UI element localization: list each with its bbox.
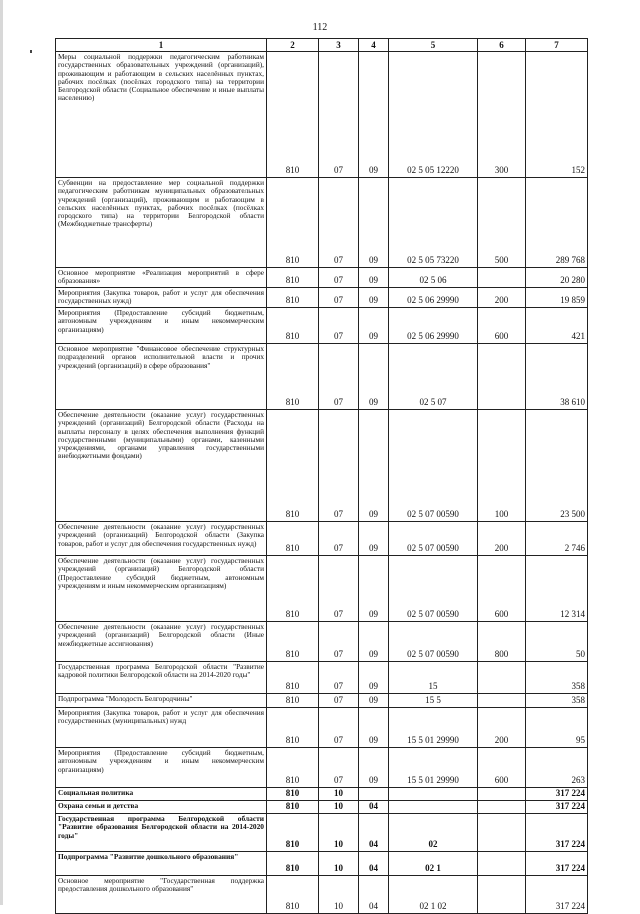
row-name-cell: Мероприятия (Закупка товаров, работ и услуг для обеспечения государственных нужд) <box>56 288 267 308</box>
row-cell-col3: 07 <box>319 308 359 344</box>
row-cell-col3: 07 <box>319 556 359 622</box>
page-number: 112 <box>312 22 328 33</box>
table-row <box>56 556 588 622</box>
row-cell-col4: 09 <box>359 622 389 662</box>
row-cell-col6: 800 <box>478 622 526 662</box>
row-cell-col2: 810 <box>267 708 319 748</box>
row-cell-col6 <box>478 268 526 288</box>
table-row <box>56 178 588 268</box>
row-cell-col4: 04 <box>359 876 389 914</box>
row-cell-col7: 2 746 <box>526 522 588 556</box>
col-header-3: 3 <box>319 39 359 52</box>
row-cell-col3: 07 <box>319 344 359 410</box>
row-cell-col6: 200 <box>478 708 526 748</box>
row-cell-col3: 07 <box>319 288 359 308</box>
row-cell-col2: 810 <box>267 556 319 622</box>
row-cell-col5: 02 1 <box>389 852 478 876</box>
row-cell-col3: 10 <box>319 801 359 814</box>
row-cell-col5: 15 <box>389 662 478 694</box>
table-row <box>56 522 588 556</box>
row-cell-col6 <box>478 662 526 694</box>
row-cell-col4: 09 <box>359 662 389 694</box>
row-cell-col2: 810 <box>267 308 319 344</box>
row-cell-col2: 810 <box>267 876 319 914</box>
row-cell-col4: 09 <box>359 344 389 410</box>
row-cell-col4: 09 <box>359 52 389 178</box>
row-cell-col3: 07 <box>319 268 359 288</box>
row-cell-col6: 600 <box>478 556 526 622</box>
row-cell-col4 <box>359 788 389 801</box>
row-cell-col6 <box>478 814 526 852</box>
row-cell-col3: 07 <box>319 662 359 694</box>
col-header-1: 1 <box>56 39 267 52</box>
row-name-cell: Охрана семьи и детства <box>56 801 267 814</box>
col-header-5: 5 <box>389 39 478 52</box>
row-cell-col4: 09 <box>359 556 389 622</box>
row-cell-col7: 23 500 <box>526 410 588 522</box>
row-cell-col6: 200 <box>478 288 526 308</box>
row-cell-col5: 02 <box>389 814 478 852</box>
row-name-cell: Государственная программа Белгородской области "Развитие образования Белгородской области на 2014-2020 годы" <box>56 814 267 852</box>
row-cell-col7: 317 224 <box>526 814 588 852</box>
row-cell-col6 <box>478 788 526 801</box>
row-cell-col2: 810 <box>267 268 319 288</box>
row-cell-col3: 07 <box>319 694 359 708</box>
row-cell-col6 <box>478 801 526 814</box>
table-row <box>56 308 588 344</box>
row-name-cell: Социальная политика <box>56 788 267 801</box>
row-cell-col5: 02 5 07 00590 <box>389 410 478 522</box>
row-cell-col3: 07 <box>319 622 359 662</box>
table-row <box>56 344 588 410</box>
row-name-cell: Обеспечение деятельности (оказание услуг) государственных учреждений (организаций) Белгородской области (Закупка товаров, работ и услуг для обеспечения государственных нужд) <box>56 522 267 556</box>
table-row <box>56 788 588 801</box>
row-name-cell: Обеспечение деятельности (оказание услуг) государственных учреждений (организаций) Белгородской области (Иные межбюджетные ассигнования) <box>56 622 267 662</box>
row-cell-col4: 09 <box>359 178 389 268</box>
budget-table <box>55 38 588 914</box>
table-row <box>56 801 588 814</box>
table-row <box>56 814 588 852</box>
row-cell-col5: 15 5 01 29990 <box>389 708 478 748</box>
row-cell-col7: 50 <box>526 622 588 662</box>
row-cell-col3: 10 <box>319 814 359 852</box>
row-cell-col2: 810 <box>267 801 319 814</box>
row-cell-col3: 07 <box>319 522 359 556</box>
table-row <box>56 268 588 288</box>
row-cell-col2: 810 <box>267 662 319 694</box>
row-cell-col3: 10 <box>319 788 359 801</box>
row-cell-col2: 810 <box>267 178 319 268</box>
binding-edge <box>0 0 3 905</box>
row-cell-col2: 810 <box>267 522 319 556</box>
row-cell-col3: 07 <box>319 178 359 268</box>
table-row <box>56 708 588 748</box>
row-name-cell: Основное мероприятие "Государственная поддержка предоставления дошкольного образования" <box>56 876 267 914</box>
table-row <box>56 748 588 788</box>
row-cell-col5: 02 5 05 12220 <box>389 52 478 178</box>
row-cell-col6: 100 <box>478 410 526 522</box>
table-row <box>56 52 588 178</box>
row-cell-col2: 810 <box>267 288 319 308</box>
col-header-2: 2 <box>267 39 319 52</box>
row-cell-col6: 200 <box>478 522 526 556</box>
row-cell-col4: 09 <box>359 694 389 708</box>
row-cell-col5: 02 5 06 29990 <box>389 308 478 344</box>
row-cell-col4: 09 <box>359 522 389 556</box>
row-cell-col7: 20 280 <box>526 268 588 288</box>
row-cell-col7: 263 <box>526 748 588 788</box>
row-cell-col5: 02 5 06 <box>389 268 478 288</box>
row-cell-col4: 04 <box>359 801 389 814</box>
row-cell-col6: 600 <box>478 748 526 788</box>
margin-mark <box>30 50 32 53</box>
row-cell-col7: 421 <box>526 308 588 344</box>
col-header-7: 7 <box>526 39 588 52</box>
table-row <box>56 410 588 522</box>
row-name-cell: Подпрограмма "Молодость Белгородчины" <box>56 694 267 708</box>
row-cell-col5: 02 5 05 73220 <box>389 178 478 268</box>
row-cell-col7: 317 224 <box>526 801 588 814</box>
row-cell-col6 <box>478 694 526 708</box>
row-cell-col7: 317 224 <box>526 852 588 876</box>
row-cell-col7: 19 859 <box>526 288 588 308</box>
row-cell-col2: 810 <box>267 694 319 708</box>
row-name-cell: Мероприятия (Закупка товаров, работ и услуг для обеспечения государственных (муниципальных) нужд <box>56 708 267 748</box>
row-name-cell: Основное мероприятие «Реализация мероприятий в сфере образования» <box>56 268 267 288</box>
row-cell-col7: 358 <box>526 662 588 694</box>
row-name-cell: Мероприятия (Предоставление субсидий бюджетным, автономным учреждениям и иным некоммерческим организациям) <box>56 308 267 344</box>
table-row <box>56 622 588 662</box>
row-cell-col3: 07 <box>319 708 359 748</box>
table-row <box>56 876 588 914</box>
row-name-cell: Подпрограмма "Развитие дошкольного образования" <box>56 852 267 876</box>
row-cell-col3: 07 <box>319 410 359 522</box>
row-cell-col5: 15 5 01 29990 <box>389 748 478 788</box>
row-cell-col5: 02 5 07 <box>389 344 478 410</box>
row-cell-col7: 358 <box>526 694 588 708</box>
row-cell-col7: 289 768 <box>526 178 588 268</box>
row-cell-col2: 810 <box>267 344 319 410</box>
table-row <box>56 852 588 876</box>
row-cell-col3: 10 <box>319 852 359 876</box>
row-cell-col2: 810 <box>267 748 319 788</box>
row-cell-col2: 810 <box>267 788 319 801</box>
header-row <box>56 39 588 52</box>
row-cell-col4: 09 <box>359 308 389 344</box>
row-cell-col5: 02 5 07 00590 <box>389 522 478 556</box>
row-cell-col4: 09 <box>359 748 389 788</box>
row-cell-col6: 500 <box>478 178 526 268</box>
row-cell-col6: 600 <box>478 308 526 344</box>
table-row <box>56 694 588 708</box>
table-row <box>56 662 588 694</box>
row-cell-col4: 09 <box>359 410 389 522</box>
row-cell-col5 <box>389 801 478 814</box>
row-cell-col6: 300 <box>478 52 526 178</box>
row-cell-col2: 810 <box>267 814 319 852</box>
col-header-6: 6 <box>478 39 526 52</box>
row-cell-col6 <box>478 344 526 410</box>
row-cell-col5: 02 5 07 00590 <box>389 622 478 662</box>
row-cell-col4: 09 <box>359 288 389 308</box>
row-cell-col2: 810 <box>267 52 319 178</box>
row-cell-col7: 317 224 <box>526 788 588 801</box>
row-name-cell: Основное мероприятие "Финансовое обеспечение структурных подразделений органов исполнительной власти и прочих учреждений (организаций) в сфере образования" <box>56 344 267 410</box>
row-cell-col7: 317 224 <box>526 876 588 914</box>
row-cell-col5: 15 5 <box>389 694 478 708</box>
col-header-4: 4 <box>359 39 389 52</box>
row-name-cell: Государственная программа Белгородской области "Развитие кадровой политики Белгородской области на 2014-2020 годы" <box>56 662 267 694</box>
row-cell-col3: 07 <box>319 748 359 788</box>
row-cell-col7: 12 314 <box>526 556 588 622</box>
row-name-cell: Обеспечение деятельности (оказание услуг) государственных учреждений (организаций) Белгородской области (Предоставление субсидий бюджетным, автономным учреждениям и иным некоммерческим организациям) <box>56 556 267 622</box>
row-cell-col6 <box>478 876 526 914</box>
row-cell-col5 <box>389 788 478 801</box>
row-name-cell: Обеспечение деятельности (оказание услуг) государственных учреждений (организаций) Белгородской области (Расходы на выплаты персоналу в целях обеспечения выполнения функций государственными (муниципальными) органами, казенными учреждениями, органами управления государственными внебюджетными фондами) <box>56 410 267 522</box>
row-cell-col3: 10 <box>319 876 359 914</box>
row-cell-col5: 02 1 02 <box>389 876 478 914</box>
row-cell-col2: 810 <box>267 622 319 662</box>
row-cell-col4: 09 <box>359 708 389 748</box>
row-name-cell: Субвенции на предоставление мер социальной поддержки педагогическим работникам муниципальных образовательных учреждений (организаций), проживающим и работающим в сельских населённых пунктах, рабочих посёлках (посёлках городского типа) на территории Белгородской области (Межбюджетные трансферты) <box>56 178 267 268</box>
row-cell-col7: 38 610 <box>526 344 588 410</box>
row-cell-col5: 02 5 06 29990 <box>389 288 478 308</box>
row-cell-col3: 07 <box>319 52 359 178</box>
row-cell-col2: 810 <box>267 410 319 522</box>
row-cell-col6 <box>478 852 526 876</box>
row-cell-col7: 152 <box>526 52 588 178</box>
row-name-cell: Меры социальной поддержки педагогическим работникам государственных образовательных учреждений (организаций), проживающим и работающим в сельских населённых пунктах, рабочих посёлках (посёлках городского типа) на территории Белгородской области (Социальное обеспечение и иные выплаты населению) <box>56 52 267 178</box>
row-cell-col4: 09 <box>359 268 389 288</box>
row-cell-col4: 04 <box>359 852 389 876</box>
row-cell-col5: 02 5 07 00590 <box>389 556 478 622</box>
table-row <box>56 288 588 308</box>
row-cell-col4: 04 <box>359 814 389 852</box>
row-cell-col7: 95 <box>526 708 588 748</box>
row-name-cell: Мероприятия (Предоставление субсидий бюджетным, автономным учреждениям и иным некоммерческим организациям) <box>56 748 267 788</box>
row-cell-col2: 810 <box>267 852 319 876</box>
